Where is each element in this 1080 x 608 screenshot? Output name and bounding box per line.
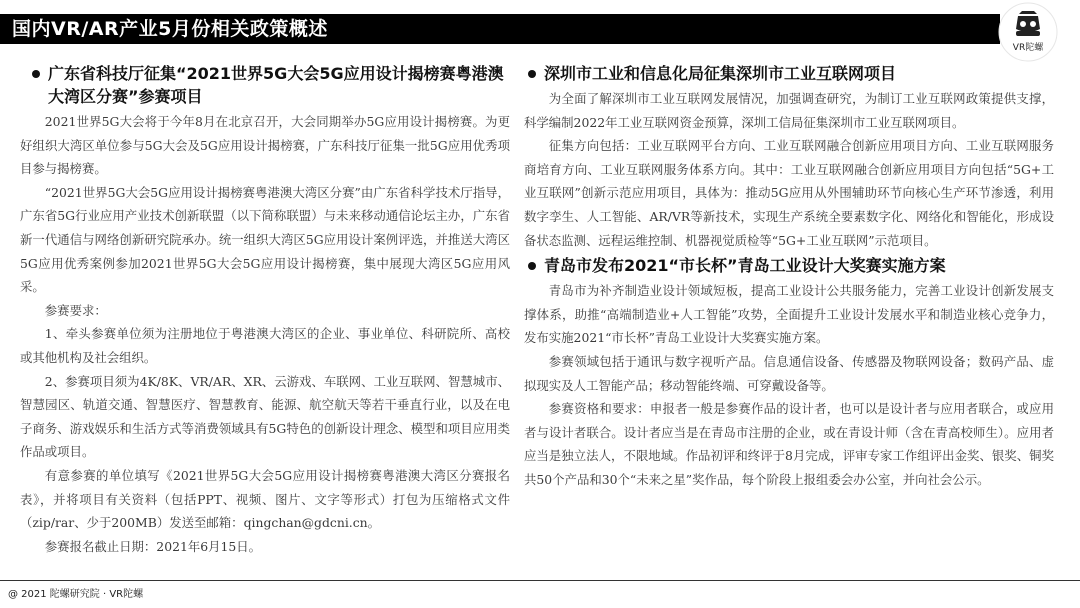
right-column xyxy=(524,62,1054,492)
page-title: 国内VR/AR产业5月份相关政策概述 xyxy=(12,18,328,40)
paragraph: 2、参赛项目须为4K/8K、VR/AR、XR、云游戏、车联网、工业互联网、智慧城市、智慧园区、轨道交通、智慧医疗、智慧教育、能源、航空航天等若干垂直行业，以及在电子商务、游戏娱乐和生活方式等消费领域具有5G特色的创新设计理念、模型和项目应用类作品或项目。 xyxy=(20,373,510,460)
paragraph: 征集方向包括：工业互联网平台方向、工业互联网融合创新应用项目方向、工业互联网服务商培育方向、工业互联网服务体系方向。其中：工业互联网融合创新应用项目方向包括“5G+工业互联网”创新示范应用项目，具体为：推动5G应用从外围辅助环节向核心生产环节渗透，利用数字孪生、人工智能、AR/VR等新技术，实现生产系统全要素数字化、网络化和智能化，形成设备状态监测、远程运维控制、机器视觉质检等“5G+工业互联网”示范项目。 xyxy=(524,138,1054,248)
paragraph: “2021世界5G大会5G应用设计揭榜赛粤港澳大湾区分赛”由广东省科学技术厅指导，广东省5G行业应用产业技术创新联盟（以下简称联盟）与未来移动通信论坛主办，广东省新一代通信与网络创新研究院承办。统一组织大湾区5G应用设计案例评选，并推送大湾区5G应用优秀案例参加2021世界5G大会5G应用设计揭榜赛，集中展现大湾区5G应用风采。 xyxy=(20,184,510,295)
section-body-guangdong xyxy=(20,110,510,558)
paragraph: 参赛要求： xyxy=(44,302,107,318)
section-heading-shenzhen xyxy=(524,62,1054,85)
vr-tuoluo-logo xyxy=(998,2,1058,62)
bullet-icon xyxy=(528,262,536,270)
paragraph: 1、牵头参赛单位须为注册地位于粤港澳大湾区的企业、事业单位、科研院所、高校或其他机构及社会组织。 xyxy=(20,326,510,365)
paragraph: 参赛资格和要求：申报者一般是参赛作品的设计者，也可以是设计者与应用者联合，或应用者与设计者联合。设计者应当是在青岛市注册的企业，或在青设计师（含在青高校师生）。应用者应当是独立法人，不限地域。作品初评和终评于8月完成，评审专家工作组评出金奖、银奖、铜奖共50个产品和30个“未来之星”奖作品，每个阶段上报组委会办公室，并向社会公示。 xyxy=(524,401,1054,487)
paragraph: 2021世界5G大会将于今年8月在北京召开，大会同期举办5G应用设计揭榜赛。为更好组织大湾区单位参与5G大会及5G应用设计揭榜赛，广东科技厅征集一批5G应用优秀项目参与揭榜赛。 xyxy=(20,114,510,177)
heading-text: 深圳市工业和信息化局征集深圳市工业互联网项目 xyxy=(544,64,897,83)
footer-divider xyxy=(0,580,1080,581)
paragraph: 青岛市为补齐制造业设计领域短板，提高工业设计公共服务能力，完善工业设计创新发展支撑体系，助推“高端制造业+人工智能”攻势，全面提升工业设计发展水平和制造业核心竞争力，发布实施2021“市长杯”青岛工业设计大奖赛实施方案。 xyxy=(524,283,1054,346)
section-heading-guangdong xyxy=(20,62,510,108)
heading-text: 青岛市发布2021“市长杯”青岛工业设计大奖赛实施方案 xyxy=(544,256,946,276)
title-bar xyxy=(0,14,1000,44)
section-heading-qingdao xyxy=(524,254,1054,277)
footer-copyright: @ 2021 陀螺研究院 · VR陀螺 xyxy=(8,589,144,600)
paragraph: 参赛领域包括于通讯与数字视听产品。信息通信设备、传感器及物联网设备；数码产品、虚拟现实及人工智能产品；移动智能终端、可穿戴设备等。 xyxy=(524,353,1054,393)
paragraph: 为全面了解深圳市工业互联网发展情况，加强调查研究，为制订工业互联网政策提供支撑，科学编制2022年工业互联网资金预算，深圳工信局征集深圳市工业互联网项目。 xyxy=(524,91,1054,130)
bullet-icon xyxy=(32,70,40,78)
heading-text: 广东省科技厅征集“2021世界5G大会5G应用设计揭榜赛粤港澳大湾区分赛”参赛项目 xyxy=(48,64,504,106)
paragraph: 参赛报名截止日期：2021年6月15日。 xyxy=(44,538,262,554)
section-body-qingdao xyxy=(524,279,1054,491)
paragraph: 有意参赛的单位填写《2021世界5G大会5G应用设计揭榜赛粤港澳大湾区分赛报名表》，并将项目有关资料（包括PPT、视频、图片、文字等形式）打包为压缩格式文件（zip/rar、少于200MB）发送至邮箱：qingchan@gdcni.cn。 xyxy=(20,467,510,531)
logo-text: VR陀螺 xyxy=(1012,43,1044,53)
bullet-icon xyxy=(528,70,536,78)
section-body-shenzhen xyxy=(524,87,1054,252)
left-column xyxy=(20,62,510,558)
